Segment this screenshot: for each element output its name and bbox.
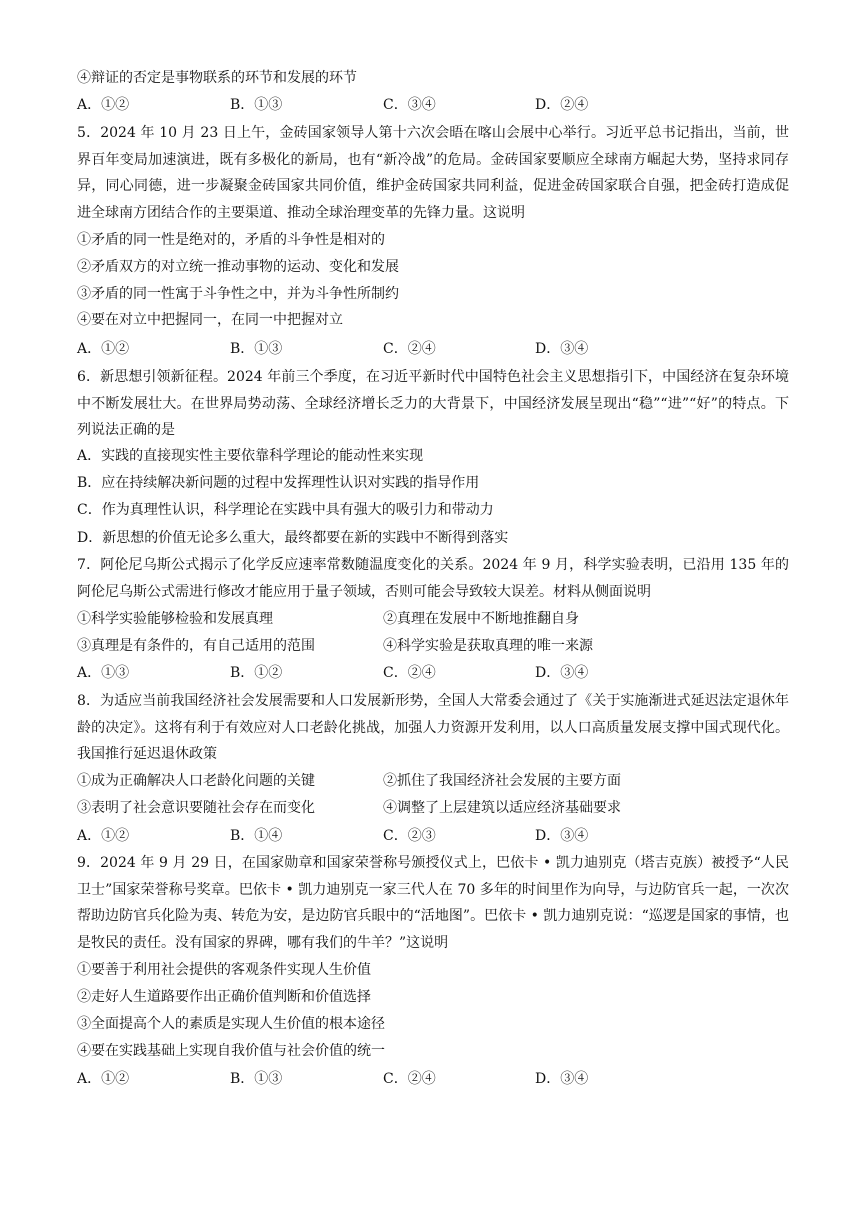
q9-item-3: ③全面提高个人的素质是实现人生价值的根本途径 — [77, 1016, 385, 1032]
q9-option-c[interactable]: C．②④ — [383, 1071, 436, 1087]
q4-option-a[interactable]: A．①② — [77, 97, 130, 113]
q8-option-b[interactable]: B．①④ — [230, 828, 283, 844]
q8-item-4: ④调整了上层建筑以适应经济基础要求 — [383, 800, 621, 816]
q5-item-4: ④要在对立中把握同一，在同一中把握对立 — [77, 312, 343, 328]
q4-option-d[interactable]: D．②④ — [535, 97, 589, 113]
q6-choice-a[interactable]: A．实践的直接现实性主要依靠科学理论的能动性来实现 — [77, 448, 424, 464]
q4-option-c[interactable]: C．③④ — [383, 97, 436, 113]
q7-item-4: ④科学实验是获取真理的唯一来源 — [383, 638, 593, 654]
q5-option-d[interactable]: D．③④ — [535, 341, 589, 357]
q5-option-b[interactable]: B．①③ — [230, 341, 283, 357]
q4-option-b[interactable]: B．①③ — [230, 97, 283, 113]
q7-option-a[interactable]: A．①③ — [77, 665, 130, 681]
q7-items-row-2 — [77, 636, 797, 656]
q6-stem: 6．新思想引领新征程。2024 年前三个季度，在习近平新时代中国特色社会主义思想指引下，中国经济在复杂环境中不断发展壮大。在世界局势动荡、全球经济增长乏力的大背景下，中国经济发展呈现出“稳”“进”“好”的特点。下列说法正确的是 — [77, 369, 789, 438]
q8-item-3: ③表明了社会意识要随社会存在而变化 — [77, 800, 315, 816]
q7-options — [77, 663, 797, 683]
q7-option-b[interactable]: B．①② — [230, 665, 283, 681]
q9-option-a[interactable]: A．①② — [77, 1071, 130, 1087]
q9-option-d[interactable]: D．③④ — [535, 1071, 589, 1087]
q5-item-1: ①矛盾的同一性是绝对的，矛盾的斗争性是相对的 — [77, 232, 385, 248]
q5-item-3: ③矛盾的同一性寓于斗争性之中，并为斗争性所制约 — [77, 286, 399, 302]
q8-stem: 8．为适应当前我国经济社会发展需要和人口发展新形势，全国人大常委会通过了《关于实施渐进式延迟法定退休年龄的决定》。这将有利于有效应对人口老龄化挑战，加强人力资源开发利用，以人口高质量发展支撑中国式现代化。我国推行延迟退休政策 — [77, 693, 789, 762]
q7-option-c[interactable]: C．②④ — [383, 665, 436, 681]
q9-options — [77, 1069, 797, 1089]
q8-item-1: ①成为正确解决人口老龄化问题的关键 — [77, 773, 315, 789]
q5-option-c[interactable]: C．②④ — [383, 341, 436, 357]
q7-item-1: ①科学实验能够检验和发展真理 — [77, 611, 273, 627]
q6-choice-c[interactable]: C．作为真理性认识，科学理论在实践中具有强大的吸引力和带动力 — [77, 502, 494, 518]
q7-stem: 7．阿伦尼乌斯公式揭示了化学反应速率常数随温度变化的关系。2024 年 9 月，科学实验表明，已沿用 135 年的阿伦尼乌斯公式需进行修改才能应用于量子领域，否则可能会导致较大误差。材料从侧面说明 — [77, 557, 789, 600]
q9-item-2: ②走好人生道路要作出正确价值判断和价值选择 — [77, 989, 371, 1005]
q4-options — [77, 95, 797, 115]
q5-stem: 5．2024 年 10 月 23 日上午，金砖国家领导人第十六次会晤在喀山会展中心举行。习近平总书记指出，当前，世界百年变局加速演进，既有多极化的新局，也有“新冷战”的危局。金砖国家要顺应全球南方崛起大势，坚持求同存异，同心同德，进一步凝聚金砖国家共同价值，维护金砖国家共同利益，促进金砖国家联合自强，把金砖打造成促进全球南方团结合作的主要渠道、推动全球治理变革的先锋力量。这说明 — [77, 125, 789, 221]
q5-options — [77, 339, 797, 359]
q9-option-b[interactable]: B．①③ — [230, 1071, 283, 1087]
q7-item-2: ②真理在发展中不断地推翻自身 — [383, 611, 579, 627]
q4-item-4: ④辩证的否定是事物联系的环节和发展的环节 — [77, 70, 357, 86]
q8-option-c[interactable]: C．②③ — [383, 828, 436, 844]
q8-options — [77, 826, 797, 846]
q6-choice-d[interactable]: D．新思想的价值无论多么重大，最终都要在新的实践中不断得到落实 — [77, 530, 509, 546]
q7-item-3: ③真理是有条件的，有自己适用的范围 — [77, 638, 315, 654]
q5-option-a[interactable]: A．①② — [77, 341, 130, 357]
q8-items-row-2 — [77, 798, 797, 818]
q9-stem: 9．2024 年 9 月 29 日，在国家勋章和国家荣誉称号颁授仪式上，巴依卡 • 凯力迪别克（塔吉克族）被授予“人民卫士”国家荣誉称号奖章。巴依卡 • 凯力迪别克一家三代人在 70 多年的时间里作为向导，与边防官兵一起，一次次帮助边防官兵化险为夷、转危为安，是边防官兵眼中的“活地图”。巴依卡 • 凯力迪别克说：“巡逻是国家的事情，也是牧民的责任。没有国家的界碑，哪有我们的牛羊？”这说明 — [77, 855, 789, 951]
q8-option-a[interactable]: A．①② — [77, 828, 130, 844]
q8-items-row-1 — [77, 771, 797, 791]
q9-item-1: ①要善于利用社会提供的客观条件实现人生价值 — [77, 962, 371, 978]
q8-option-d[interactable]: D．③④ — [535, 828, 589, 844]
q6-choice-b[interactable]: B．应在持续解决新问题的过程中发挥理性认识对实践的指导作用 — [77, 475, 480, 491]
q5-item-2: ②矛盾双方的对立统一推动事物的运动、变化和发展 — [77, 259, 399, 275]
q9-item-4: ④要在实践基础上实现自我价值与社会价值的统一 — [77, 1043, 385, 1059]
q7-option-d[interactable]: D．③④ — [535, 665, 589, 681]
q8-item-2: ②抓住了我国经济社会发展的主要方面 — [383, 773, 621, 789]
q7-items-row-1 — [77, 609, 797, 629]
